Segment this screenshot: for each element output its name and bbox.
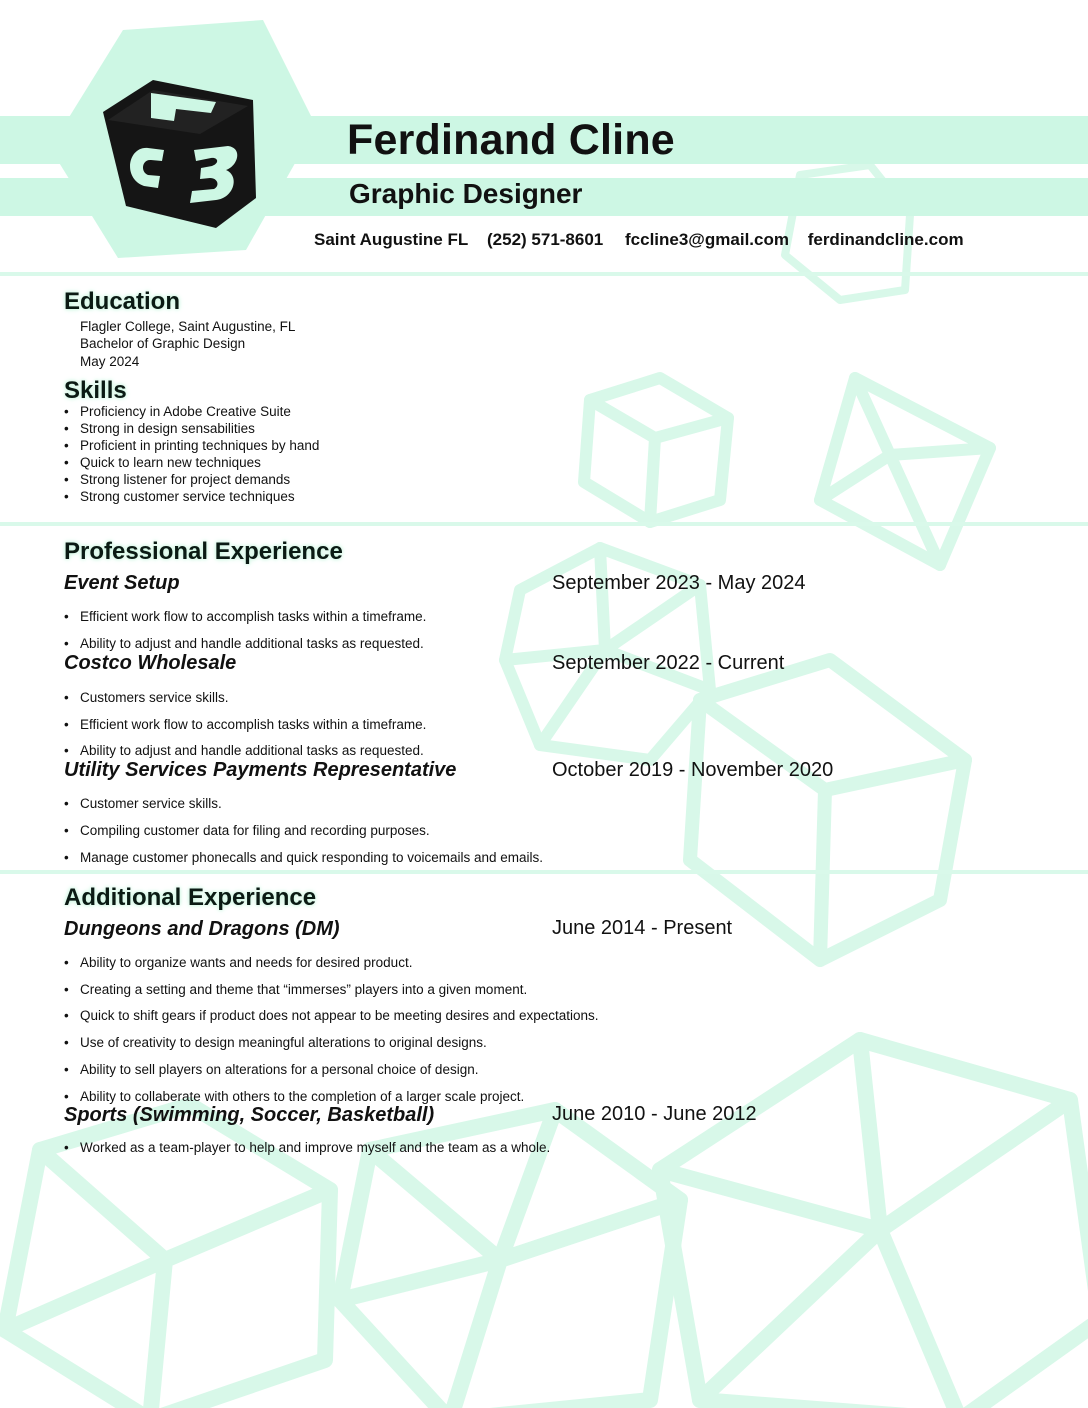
list-item: • Ability to sell players on alterations for a personal choice of design. (64, 1057, 599, 1084)
list-item: • Quick to learn new techniques (64, 454, 319, 471)
job-title-entry: Utility Services Payments Representative (64, 759, 457, 781)
list-item: • Strong customer service techniques (64, 488, 319, 505)
job-title-entry: Costco Wholesale (64, 652, 237, 674)
list-item: • Proficient in printing techniques by hand (64, 437, 319, 454)
job-dates: October 2019 - November 2020 (552, 759, 834, 781)
list-item: • Ability to adjust and handle additional tasks as requested. (64, 631, 426, 658)
job-bullets (64, 685, 426, 765)
list-item: • Strong listener for project demands (64, 471, 319, 488)
education-school: Flagler College, Saint Augustine, FL (80, 319, 296, 334)
contact-location: Saint Augustine FL (314, 230, 469, 249)
list-item: • Quick to shift gears if product does not appear to be meeting desires and expectations. (64, 1003, 599, 1030)
job-bullets (64, 790, 543, 871)
contact-email[interactable]: fccline3@gmail.com (625, 230, 789, 249)
education-degree: Bachelor of Graphic Design (80, 336, 246, 352)
job-title-entry: Event Setup (64, 572, 180, 594)
job-bullets (64, 950, 599, 1110)
person-name: Ferdinand Cline (347, 116, 675, 164)
cube-die-upper (584, 378, 728, 522)
skills-list (64, 403, 319, 505)
list-item: • Ability to adjust and handle additional tasks as requested. (64, 738, 426, 765)
job-title-entry: Sports (Swimming, Soccer, Basketball) (64, 1104, 435, 1126)
contact-line (314, 230, 978, 250)
cube-die-middle (690, 660, 965, 960)
section-divider (0, 522, 1088, 526)
job-dates: June 2010 - June 2012 (552, 1103, 757, 1125)
job-title-entry: Dungeons and Dragons (DM) (64, 918, 340, 940)
fc3-dice-logo (48, 18, 318, 258)
contact-phone: (252) 571-8601 (487, 230, 604, 249)
list-item: • Worked as a team-player to help and improve myself and the team as a whole. (64, 1135, 550, 1162)
section-divider (0, 272, 1088, 276)
list-item: • Efficient work flow to accomplish tasks within a timeframe. (64, 712, 426, 739)
d20-die-bottom-right (660, 1040, 1088, 1408)
list-item: • Compiling customer data for filing and recording purposes. (64, 817, 543, 844)
education-details (80, 318, 295, 370)
list-item: • Creating a setting and theme that “immerses” players into a given moment. (64, 977, 599, 1004)
job-dates: September 2023 - May 2024 (552, 572, 806, 594)
list-item: • Use of creativity to design meaningful alterations to original designs. (64, 1030, 599, 1057)
job-bullets (64, 1135, 550, 1162)
job-dates: September 2022 - Current (552, 652, 785, 674)
list-item: • Proficiency in Adobe Creative Suite (64, 403, 319, 420)
education-date: May 2024 (80, 353, 140, 369)
professional-heading: Professional Experience (64, 538, 343, 565)
list-item: • Strong in design sensabilities (64, 420, 319, 437)
list-item: • Ability to collaberate with others to the completion of a larger scale project. (64, 1084, 599, 1111)
job-title: Graphic Designer (349, 178, 583, 209)
list-item: • Customers service skills. (64, 685, 426, 712)
education-heading: Education (64, 288, 181, 315)
d10-die-upper (820, 378, 990, 565)
list-item: • Manage customer phonecalls and quick responding to voicemails and emails. (64, 844, 543, 871)
skills-heading: Skills (64, 377, 127, 404)
list-item: • Ability to organize wants and needs for desired product. (64, 950, 599, 977)
contact-website[interactable]: ferdinandcline.com (807, 230, 964, 249)
job-bullets (64, 604, 426, 657)
list-item: • Customer service skills. (64, 790, 543, 817)
list-item: • Efficient work flow to accomplish tasks within a timeframe. (64, 604, 426, 631)
additional-heading: Additional Experience (64, 884, 317, 911)
job-dates: June 2014 - Present (552, 917, 733, 939)
